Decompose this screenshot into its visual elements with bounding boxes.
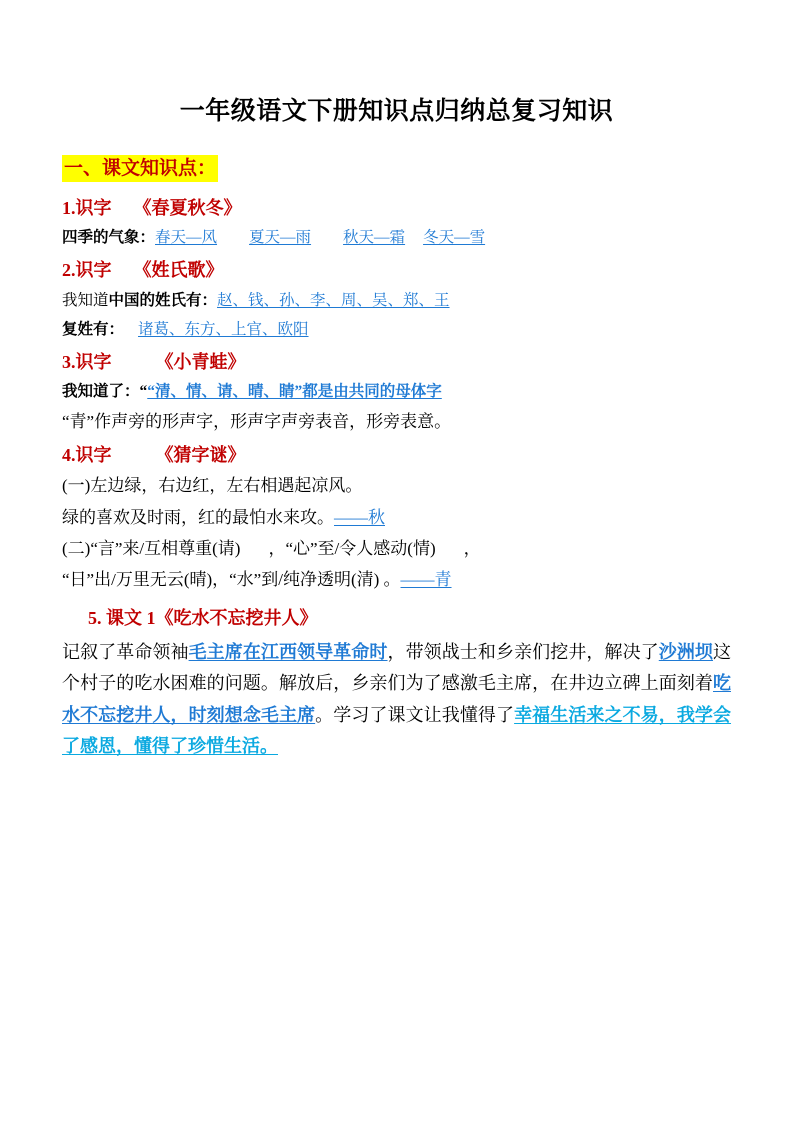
riddle-2-part-c: ， bbox=[463, 538, 481, 558]
riddle-1-line-2 bbox=[62, 505, 731, 531]
item-content-2-line-2 bbox=[62, 318, 731, 342]
riddle-2-line-2 bbox=[62, 567, 731, 593]
lesson-5-part-7: 。学习了课文让我懂得了 bbox=[315, 704, 515, 725]
frog-answer: “清、情、请、晴、睛”都是由共同的母体字 bbox=[147, 382, 442, 400]
surnames-lead: 我知道 bbox=[62, 291, 109, 309]
riddle-1-answer: ——秋 bbox=[334, 507, 385, 527]
riddle-2-part-a: (二)“言”来/互相尊重(请) bbox=[62, 538, 241, 558]
item-name-4: 《猜字谜》 bbox=[155, 445, 246, 466]
riddle-2-line-1 bbox=[62, 536, 731, 562]
compound-surnames-lead: 复姓有： bbox=[62, 320, 125, 338]
lesson-5-part-3: ，带领战士和乡亲们挖井，解决了 bbox=[387, 641, 659, 662]
seasons-lead: 四季的气象： bbox=[62, 229, 156, 247]
season-answer-3: 秋天—霜 bbox=[343, 229, 406, 247]
season-answer-2: 夏天—雨 bbox=[249, 229, 312, 247]
item-content-1 bbox=[62, 226, 731, 250]
lesson-5-part-5: 这个村子的吃水困难的问题。解放后，乡亲们为了感激毛主席，在井边立碑上面刻着 bbox=[62, 641, 732, 694]
item-heading-1 bbox=[62, 196, 731, 221]
lesson-5-part-2: 毛主席在江西领导革命时 bbox=[188, 641, 388, 662]
lesson-5-part-1: 记叙了革命领袖 bbox=[62, 641, 189, 662]
riddle-1-line-1: (一)左边绿，右边红，左右相遇起凉风。 bbox=[62, 476, 363, 496]
item-name-2: 《姓氏歌》 bbox=[133, 260, 224, 281]
riddle-2-line-2-text: “日”出/万里无云(晴)，“水”到/纯净透明(清) 。 bbox=[62, 570, 401, 590]
lesson-5-part-6: 吃水不忘挖井人，时刻想念毛主席 bbox=[62, 673, 731, 725]
season-answer-4: 冬天—雪 bbox=[423, 229, 486, 247]
item-heading-3 bbox=[62, 350, 731, 375]
page-title: 一年级语文下册知识点归纳总复习知识 bbox=[179, 98, 614, 125]
surnames-answer: 赵、钱、孙、李、周、吴、郑、王 bbox=[217, 291, 450, 309]
item-heading-2 bbox=[62, 258, 731, 283]
item-number-2: 2.识字 bbox=[62, 260, 112, 281]
item-number-1: 1.识字 bbox=[62, 198, 112, 219]
lesson-5-part-4: 沙洲坝 bbox=[658, 641, 714, 662]
item-number-3: 3.识字 bbox=[62, 351, 112, 372]
surnames-lead-bold: 中国的姓氏有： bbox=[108, 291, 218, 309]
item-heading-4 bbox=[62, 443, 731, 468]
item-number-4: 4.识字 bbox=[62, 445, 112, 466]
item-name-1: 《春夏秋冬》 bbox=[133, 198, 242, 219]
lesson-5-paragraph bbox=[62, 637, 731, 763]
lesson-5-heading: 5. 课文 1《吃水不忘挖井人》 bbox=[88, 607, 318, 628]
frog-lead: 我知道了： bbox=[62, 382, 140, 400]
riddle-1-line-2-text: 绿的喜欢及时雨，红的最怕水来攻。 bbox=[62, 507, 334, 527]
riddle-2-part-b: ，“心”至/令人感动(情) bbox=[268, 538, 436, 558]
section-heading-1: 一、课文知识点： bbox=[62, 155, 218, 183]
item-content-3-line-1: 我知道了：““清、情、请、晴、睛”都是由共同的母体字 bbox=[62, 382, 442, 400]
item-name-3: 《小青蛙》 bbox=[155, 351, 246, 372]
riddle-2-answer: ——青 bbox=[400, 570, 452, 590]
item-content-2-line-1 bbox=[62, 289, 731, 313]
item-content-3-line-2: “青”作声旁的形声字，形声字声旁表音，形旁表意。 bbox=[62, 411, 452, 431]
lesson-5-part-8: 幸福生活来之不易，我学会了感恩，懂得了珍惜生活。 bbox=[62, 704, 732, 757]
section-heading-wrapper bbox=[62, 151, 731, 189]
season-answer-1: 春天—风 bbox=[155, 229, 218, 247]
compound-surnames-answer: 诸葛、东方、上官、欧阳 bbox=[138, 320, 309, 338]
